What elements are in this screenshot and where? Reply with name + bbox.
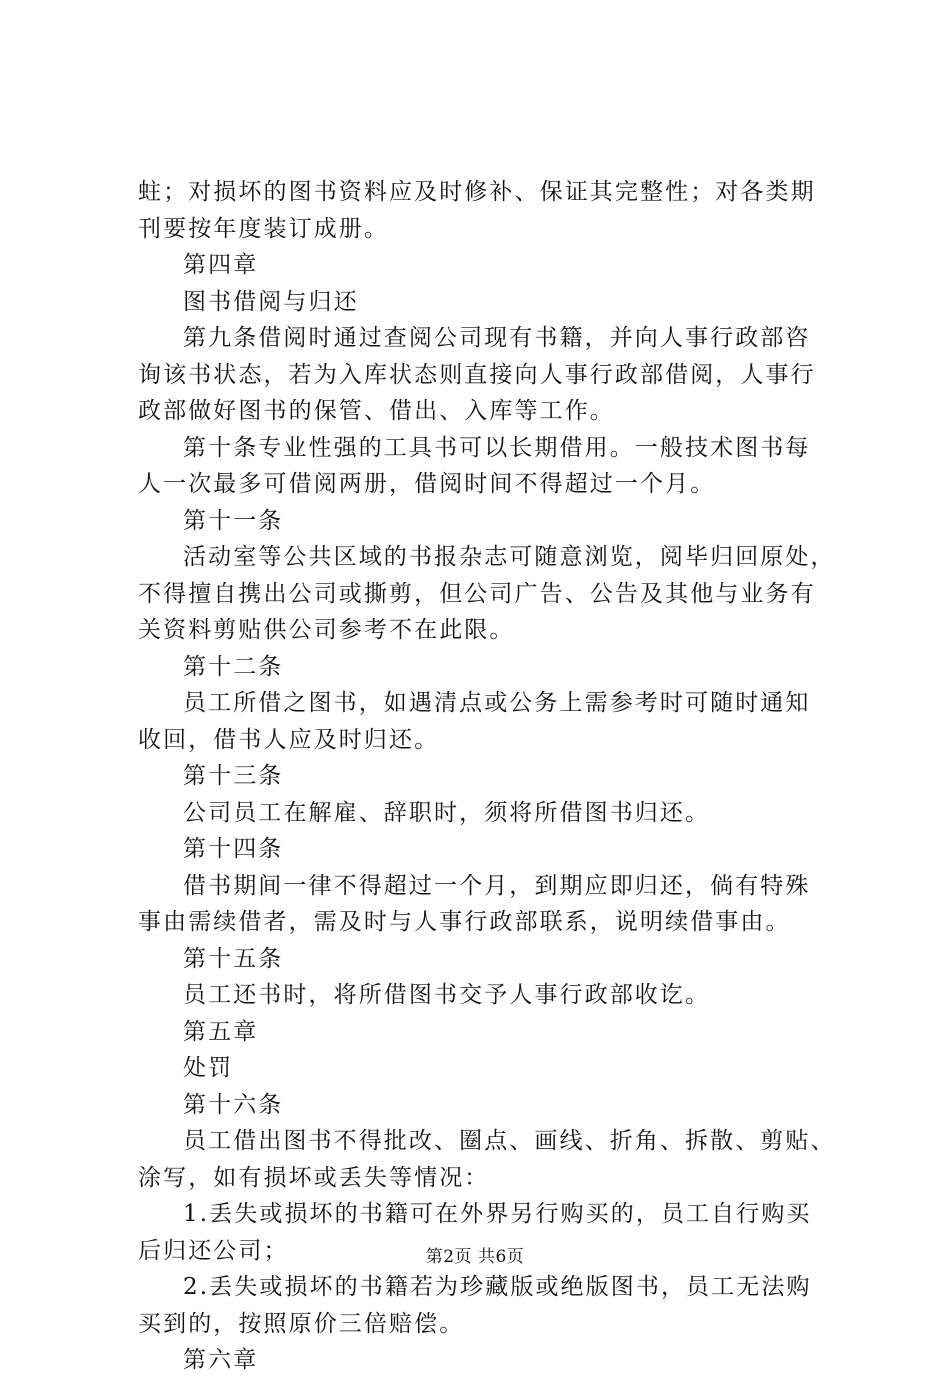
text-line: 不得擅自携出公司或撕剪，但公司广告、公告及其他与业务有 (138, 580, 816, 607)
text-line: 第十二条 (183, 653, 284, 680)
text-line: 关资料剪贴供公司参考不在此限。 (138, 617, 515, 643)
document-body (138, 174, 838, 1379)
text-line: 借书期间一律不得超过一个月，到期应即归还，倘有特殊 (183, 872, 811, 899)
text-line: 第十三条 (183, 763, 284, 789)
text-line: 活动室等公共区域的书报杂志可随意浏览，阅毕归回原处， (183, 544, 836, 570)
text-line: 图书借阅与归还 (183, 288, 359, 315)
text-line: 刊要按年度装订成册。 (138, 215, 389, 242)
text-line: 员工还书时，将所借图书交予人事行政部收讫。 (183, 982, 711, 1008)
text-line: 人一次最多可借阅两册，借阅时间不得超过一个月。 (138, 471, 716, 497)
text-line: 蛀；对损坏的图书资料应及时修补、保证其完整性；对各类期 (138, 179, 816, 205)
text-line: 第五章 (183, 1018, 259, 1045)
text-line: 第十条专业性强的工具书可以长期借用。一般技术图书每 (183, 434, 811, 461)
text-line: 收回，借书人应及时归还。 (138, 726, 440, 753)
text-line: 2.丢失或损坏的书籍若为珍藏版或绝版图书，员工无法购 (183, 1274, 812, 1300)
text-line: 第十六条 (183, 1091, 284, 1118)
text-line: 1.丢失或损坏的书籍可在外界另行购买的，员工自行购买 (183, 1201, 812, 1227)
text-line: 涂写，如有损坏或丢失等情况： (138, 1164, 490, 1191)
text-line: 后归还公司； (138, 1237, 289, 1264)
text-line: 第十一条 (183, 507, 284, 534)
text-line: 员工借出图书不得批改、圈点、画线、折角、拆散、剪贴、 (183, 1128, 836, 1154)
text-line: 第十五条 (183, 945, 284, 972)
text-line: 第十四条 (183, 836, 284, 862)
text-line: 员工所借之图书，如遇清点或公务上需参考时可随时通知 (183, 690, 811, 716)
text-line: 第九条借阅时通过查阅公司现有书籍，并向人事行政部咨 (183, 325, 811, 351)
text-line: 事由需续借者，需及时与人事行政部联系，说明续借事由。 (138, 909, 791, 935)
text-line: 第四章 (183, 252, 259, 278)
text-line: 公司员工在解雇、辞职时，须将所借图书归还。 (183, 799, 711, 826)
text-line: 买到的，按照原价三倍赔偿。 (138, 1310, 465, 1337)
text-line: 政部做好图书的保管、借出、入库等工作。 (138, 398, 615, 424)
text-line: 第六章 (183, 1347, 259, 1373)
text-line: 处罚 (183, 1055, 234, 1081)
text-line: 询该书状态，若为入库状态则直接向人事行政部借阅，人事行 (138, 361, 816, 388)
page-footer: 第2页 共6页 (425, 1247, 525, 1267)
